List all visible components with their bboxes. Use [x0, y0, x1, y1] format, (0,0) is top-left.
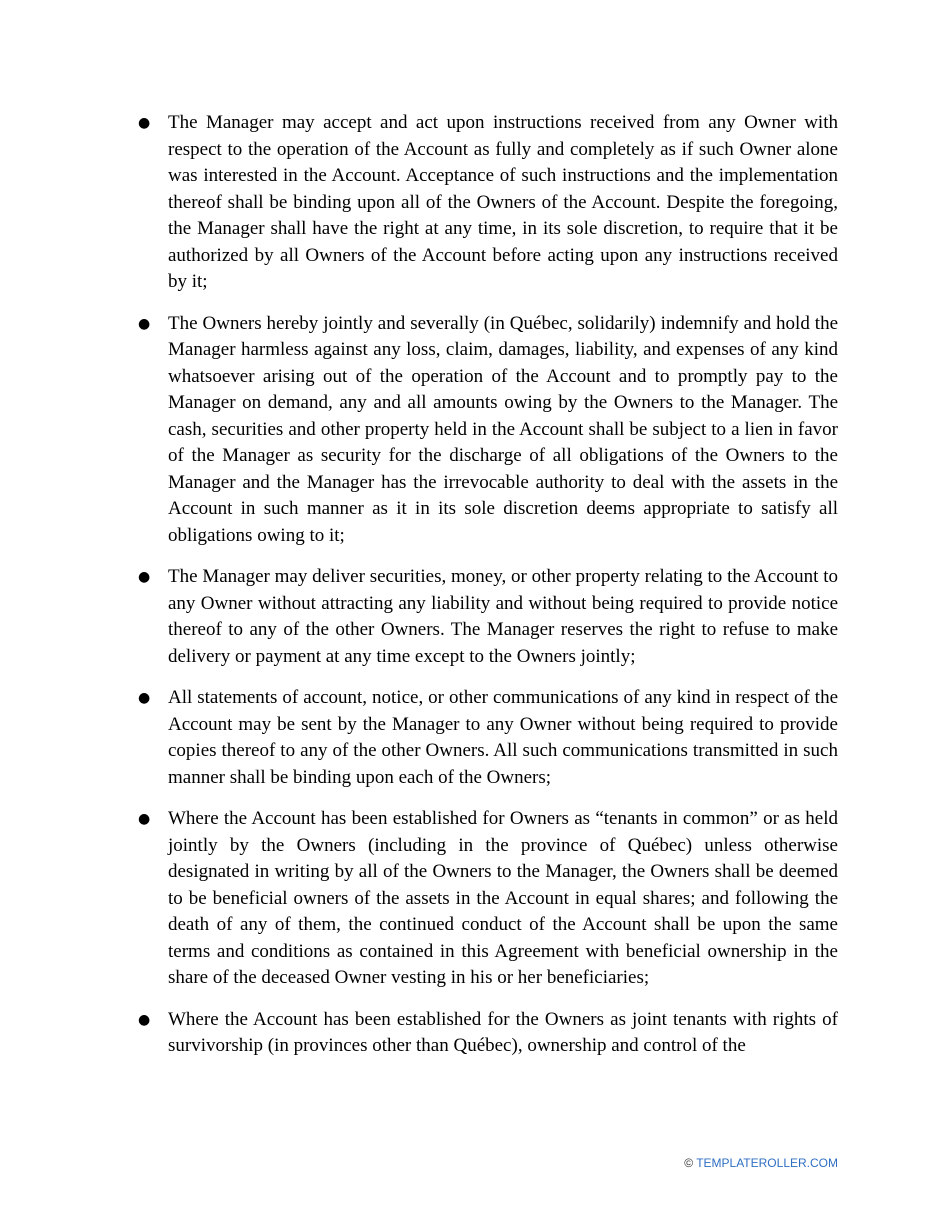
paragraph-text: The Manager may accept and act upon instructions received from any Owner with respect to the operation of the Account as fully and completely as if such Owner alone was interested in the Account. Acceptance of such instructions and the implementation thereof shall be binding upon all of the Owners of the Account. Despite the foregoing, the Manager shall have the right at any time, in its sole discretion, to require that it be authorized by all Owners of the Account before acting upon any instructions received by it;: [168, 112, 838, 292]
paragraph-text: All statements of account, notice, or other communications of any kind in respect of the Account may be sent by the Manager to any Owner without being required to provide copies thereof to any of the other Owners. All such communications transmitted in such manner shall be binding upon each of the Owners;: [168, 687, 838, 788]
bullet-icon: ●: [138, 1011, 151, 1028]
paragraph-text: The Owners hereby jointly and severally (in Québec, solidarily) indemnify and hold the Manager harmless against any loss, claim, damages, liability, and expenses of any kind whatsoever arising out of the operation of the Account and to promptly pay to the Manager on demand, any and all amounts owing by the Owners to the Manager. The cash, securities and other property held in the Account shall be subject to a lien in favor of the Manager as security for the discharge of all obligations of the Owners to the Manager and the Manager has the irrevocable authority to deal with the assets in the Account in such manner as it in its sole discretion deems appropriate to satisfy all obligations owing to it;: [168, 312, 838, 546]
bullet-icon: ●: [138, 569, 151, 585]
list-item: [138, 311, 838, 550]
list-item: [138, 110, 838, 296]
bullet-icon: ●: [138, 315, 151, 332]
bullet-icon: ●: [138, 115, 151, 131]
list-item: [138, 685, 838, 791]
paragraph-text: The Manager may deliver securities, money, or other property relating to the Account to any Owner without attracting any liability and without being required to provide notice thereof to any of the other Owners. The Manager reserves the right to refuse to make delivery or payment at any time except to the Owners jointly;: [168, 566, 838, 667]
copyright-icon: ©: [684, 1156, 694, 1170]
footer-copyright: [684, 1155, 838, 1171]
list-item: [138, 806, 838, 992]
list-item: [138, 564, 838, 670]
paragraph-text: Where the Account has been established for Owners as “tenants in common” or as held jointly by the Owners (including in the province of Québec) unless otherwise designated in writing by all of the Owners to the Manager, the Owners shall be deemed to be beneficial owners of the assets in the Account in equal shares; and following the death of any of them, the continued conduct of the Account shall be upon the same terms and conditions as contained in this Agreement with beneficial ownership in the share of the deceased Owner vesting in his or her beneficiaries;: [168, 808, 838, 988]
paragraph-text: Where the Account has been established for the Owners as joint tenants with rights of survivorship (in provinces other than Québec), ownership and control of the: [168, 1008, 838, 1056]
bullet-list: [138, 110, 838, 1075]
bullet-icon: ●: [138, 690, 151, 706]
bullet-icon: ●: [138, 811, 151, 827]
list-item: [138, 1007, 838, 1060]
templateroller-link[interactable]: TEMPLATEROLLER.COM: [696, 1156, 838, 1170]
